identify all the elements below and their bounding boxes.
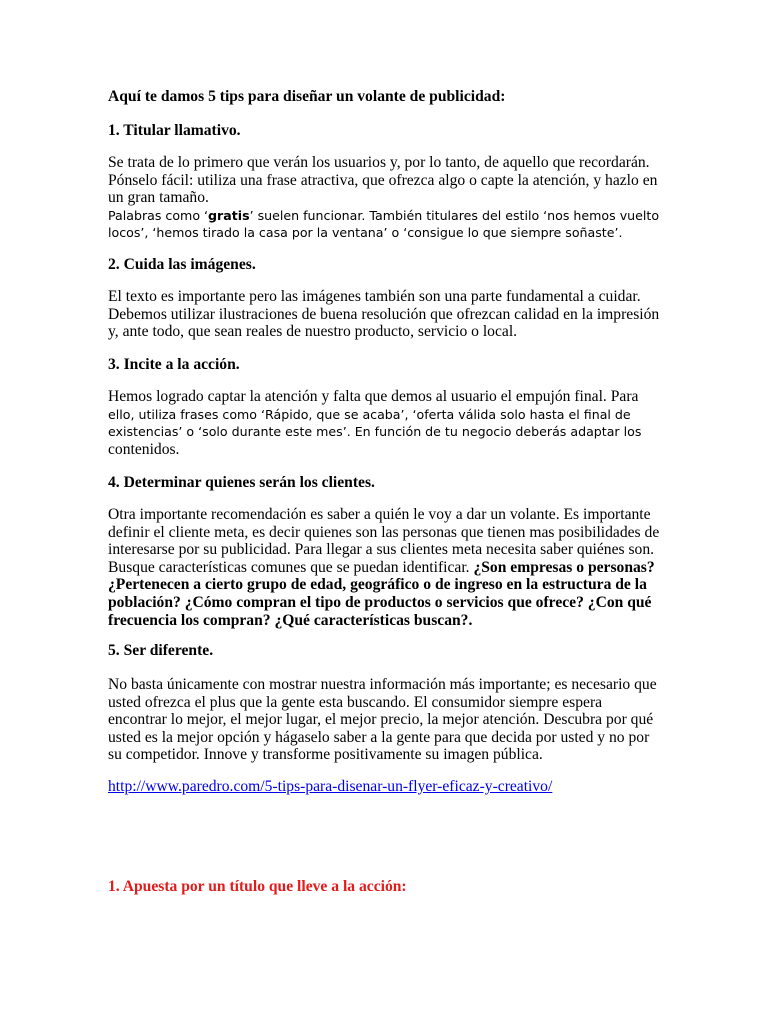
- tip4-line-6: población? ¿Cómo compran el tipo de productos o servicios que ofrece? ¿Con qué: [108, 593, 652, 611]
- tip1-heading: 1. Titular llamativo.: [108, 122, 241, 139]
- tip5-line-2: usted ofrezca el plus que la gente esta buscando. El consumidor siempre espera: [108, 693, 603, 711]
- tip4-line-4: [108, 559, 668, 577]
- tip3-line-3: existencias’ o ‘solo durante este mes’. En función de tu negocio deberás adaptar los: [108, 424, 642, 440]
- tip4-heading: 4. Determinar quienes serán los clientes.: [108, 474, 375, 491]
- tip4-line-5: ¿Pertenecen a cierto grupo de edad, geográfico o de ingreso en la estructura de la: [108, 576, 647, 594]
- tip2-heading: 2. Cuida las imágenes.: [108, 256, 256, 273]
- tip4-line-1: Otra importante recomendación es saber a quién le voy a dar un volante. Es importante: [108, 506, 651, 523]
- tip5-heading: 5. Ser diferente.: [108, 642, 214, 659]
- tip1-line-5: locos’, ‘hemos tirado la casa por la ventana’ o ‘consigue lo que siempre soñaste’.: [108, 225, 623, 241]
- tip1-line-1: Se trata de lo primero que verán los usuarios y, por lo tanto, de aquello que recordarán.: [108, 154, 650, 171]
- next-section-heading: 1. Apuesta por un título que lleve a la acción:: [108, 878, 407, 895]
- tip1-line-3: un gran tamaño.: [108, 189, 209, 207]
- tip4-line-3: interesarse por su publicidad. Para llegar a sus clientes meta necesita saber quiénes son.: [108, 541, 655, 559]
- tip5-line-1: No basta únicamente con mostrar nuestra información más importante; es necesario que: [108, 676, 657, 693]
- tip1-quote-bold: gratis: [208, 207, 250, 223]
- intro-title: Aquí te damos 5 tips para diseñar un volante de publicidad:: [108, 88, 506, 105]
- tip3-heading: 3. Incite a la acción.: [108, 356, 240, 373]
- tip4-question-1: ¿Son empresas o personas?: [473, 558, 655, 576]
- tip3-line-1: Hemos logrado captar la atención y falta que demos al usuario el empujón final. Para: [108, 388, 639, 405]
- tip1-body: [108, 154, 668, 242]
- tip4-body: [108, 506, 668, 629]
- tip5-line-4: usted es la mejor opción y hágaselo saber a la gente para que decida por usted y no por: [108, 728, 650, 746]
- tip4-line-2: definir el cliente meta, es decir quienes son las personas que tienen mas posibilidades de: [108, 523, 660, 541]
- tip5-line-3: encontrar lo mejor, el mejor lugar, el mejor precio, la mejor atención. Descubra por qué: [108, 711, 654, 729]
- tip2-body: [108, 288, 668, 341]
- tip5-line-5: su competidor. Innove y transforme positivamente su imagen pública.: [108, 746, 543, 764]
- tip4-line-4-text: Busque características comunes que se puedan identificar.: [108, 558, 474, 576]
- tip1-line-4: [108, 207, 668, 225]
- tip1-line-2: Pónselo fácil: utiliza una frase atractiva, que ofrezca algo o capte la atención, y hazlo en: [108, 171, 658, 189]
- tip2-line-1: El texto es importante pero las imágenes también son una parte fundamental a cuidar.: [108, 288, 641, 305]
- tip1-quote-post: ’ suelen funcionar. También titulares del estilo ‘nos hemos vuelto: [249, 207, 660, 223]
- tip2-line-3: y, ante todo, que sean reales de nuestro producto, servicio o local.: [108, 323, 518, 341]
- tip3-body: [108, 388, 668, 458]
- tip5-body: [108, 676, 668, 764]
- source-link[interactable]: http://www.paredro.com/5-tips-para-disenar-un-flyer-eficaz-y-creativo/: [108, 778, 553, 795]
- tip4-line-7: frecuencia los compran? ¿Qué características buscan?.: [108, 611, 473, 629]
- tip1-quote-pre: Palabras como ‘: [108, 207, 209, 223]
- tip2-line-2: Debemos utilizar ilustraciones de buena resolución que ofrezcan calidad en la impresión: [108, 305, 660, 323]
- tip3-line-2: ello, utiliza frases como ‘Rápido, que se acaba’, ‘oferta válida solo hasta el final de: [108, 406, 631, 422]
- tip3-line-4: contenidos.: [108, 440, 180, 458]
